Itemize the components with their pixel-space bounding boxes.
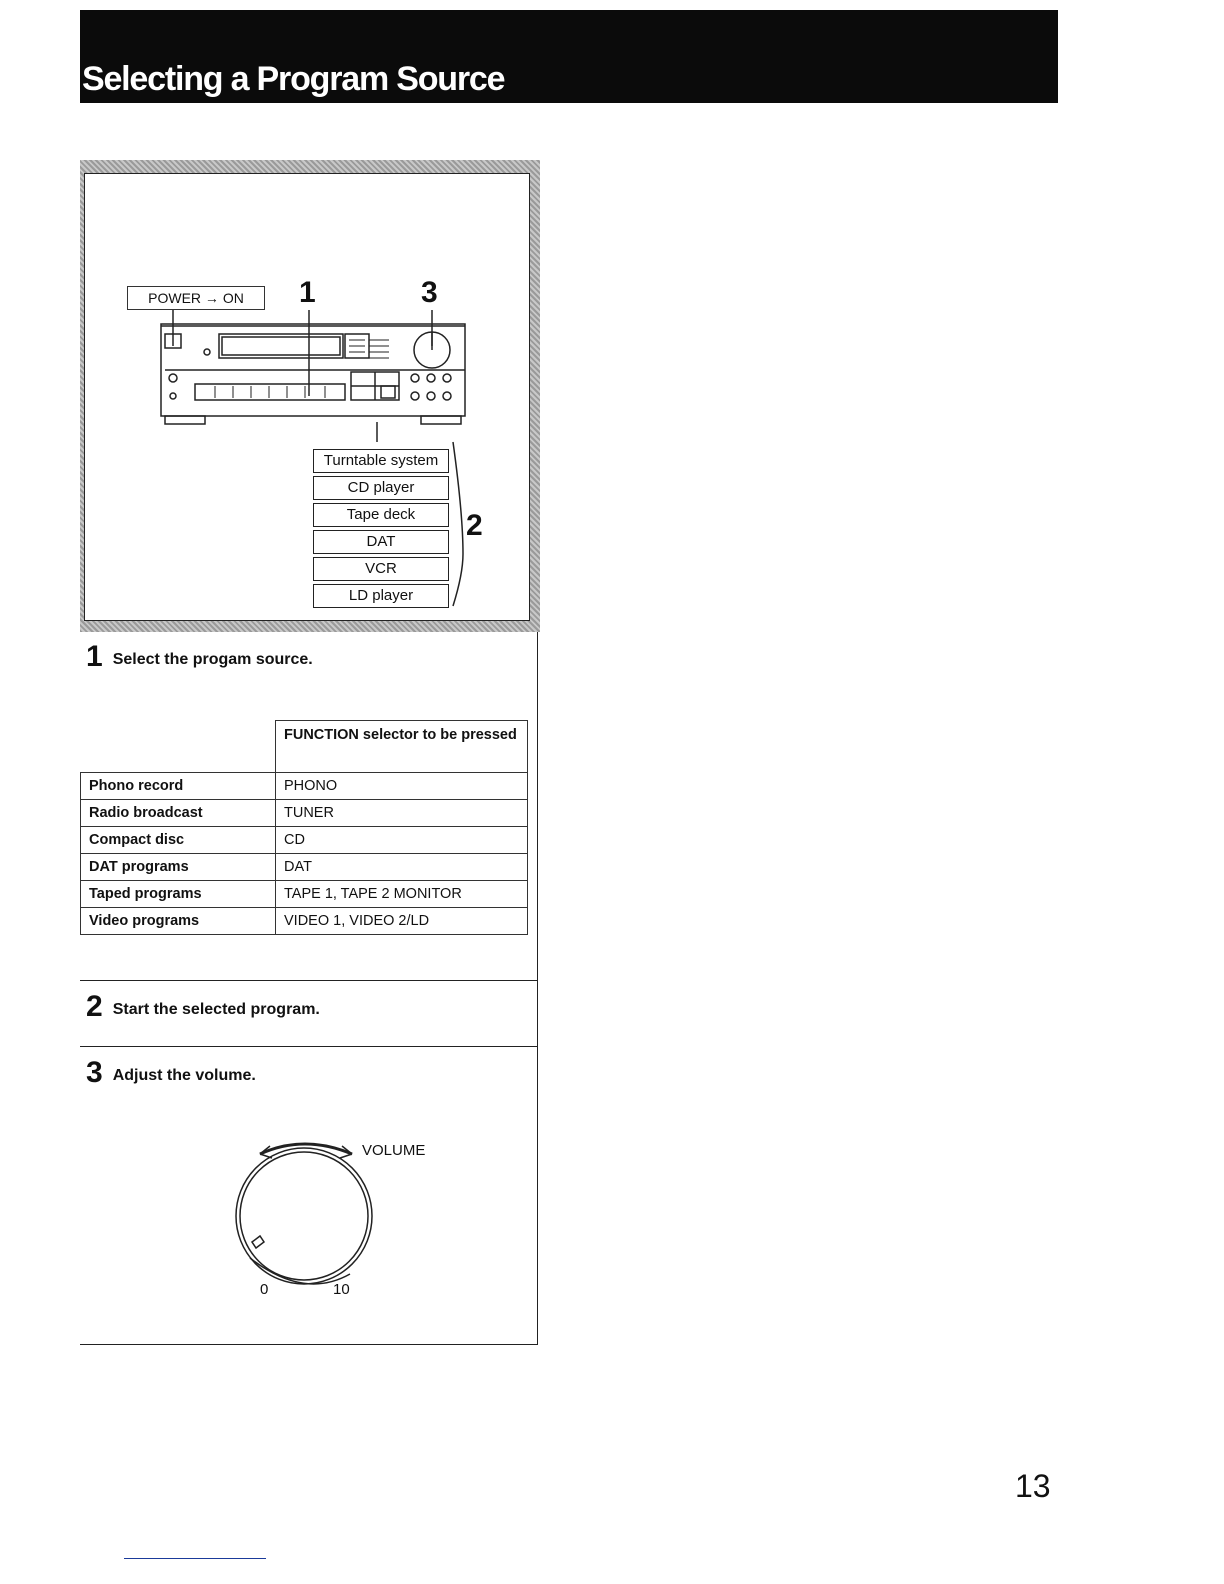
source-tape-deck: Tape deck xyxy=(313,503,449,527)
row-selector: DAT xyxy=(276,854,528,881)
power-on-label: POWER → ON xyxy=(127,286,265,310)
callout-2: 2 xyxy=(466,509,483,542)
source-cd-player: CD player xyxy=(313,476,449,500)
volume-min-label: 0 xyxy=(260,1281,269,1298)
row-selector: VIDEO 1, VIDEO 2/LD xyxy=(276,908,528,935)
step-3 xyxy=(86,1056,256,1090)
diagram-frame xyxy=(80,160,540,632)
left-column xyxy=(80,160,540,1345)
row-selector: PHONO xyxy=(276,773,528,800)
row-selector: CD xyxy=(276,827,528,854)
row-source: Phono record xyxy=(81,773,276,800)
table-row xyxy=(81,908,528,935)
divider xyxy=(80,980,538,981)
source-ld-player: LD player xyxy=(313,584,449,608)
step-3-number: 3 xyxy=(86,1056,103,1089)
step-2-text: Start the selected program. xyxy=(112,1001,320,1018)
row-source: Video programs xyxy=(81,908,276,935)
table-header-row xyxy=(81,721,528,773)
page-number: 13 xyxy=(1015,1468,1051,1504)
table-row xyxy=(81,854,528,881)
row-source: Compact disc xyxy=(81,827,276,854)
step-1-text: Select the progam source. xyxy=(112,651,313,668)
row-selector: TUNER xyxy=(276,800,528,827)
volume-label: VOLUME xyxy=(362,1142,426,1159)
amplifier-illustration xyxy=(85,174,529,620)
table-header-empty xyxy=(81,721,276,773)
table-row xyxy=(81,881,528,908)
step-2-number: 2 xyxy=(86,990,103,1023)
step-1-number: 1 xyxy=(86,640,103,673)
divider xyxy=(80,1046,538,1047)
row-selector: TAPE 1, TAPE 2 MONITOR xyxy=(276,881,528,908)
table-row xyxy=(81,800,528,827)
column-border xyxy=(537,632,538,1345)
step-1 xyxy=(86,640,313,674)
table-row xyxy=(81,773,528,800)
callout-3: 3 xyxy=(421,276,438,309)
table-header: FUNCTION selector to be pressed xyxy=(276,721,528,773)
divider-bottom xyxy=(80,1344,538,1345)
volume-max-label: 10 xyxy=(333,1281,350,1298)
source-dat: DAT xyxy=(313,530,449,554)
footer-line xyxy=(124,1558,266,1559)
title-bar xyxy=(80,10,1058,103)
page-title: Selecting a Program Source xyxy=(82,60,505,98)
function-table xyxy=(80,720,528,935)
diagram-panel xyxy=(84,173,530,621)
volume-knob-illustration xyxy=(220,1130,380,1290)
callout-1: 1 xyxy=(299,276,316,309)
row-source: Radio broadcast xyxy=(81,800,276,827)
table-row xyxy=(81,827,528,854)
source-turntable-system: Turntable system xyxy=(313,449,449,473)
step-3-text: Adjust the volume. xyxy=(112,1067,256,1084)
step-2 xyxy=(86,990,320,1024)
row-source: DAT programs xyxy=(81,854,276,881)
source-vcr: VCR xyxy=(313,557,449,581)
row-source: Taped programs xyxy=(81,881,276,908)
